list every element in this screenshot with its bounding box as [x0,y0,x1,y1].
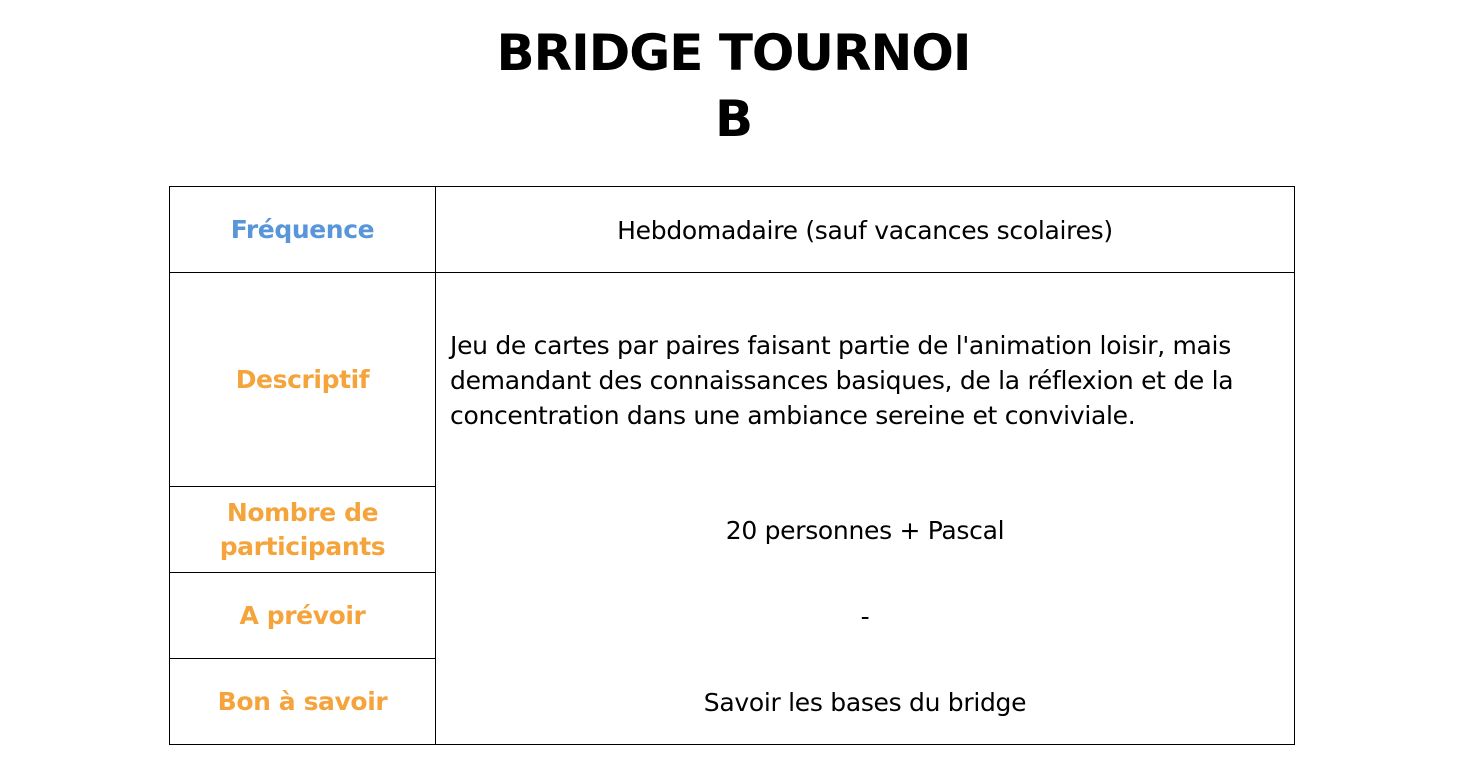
page-subtitle: B [714,90,753,148]
label-descriptif: Descriptif [235,365,370,394]
label-frequence: Fréquence [230,215,375,244]
value-a-prevoir: - [860,601,870,631]
value-descriptif: Jeu de cartes par paires faisant partie de l'animation loisir, mais demandant des connaissances basiques, de la réflexion et de la concentration dans une ambiance sereine et conviviale. [450,330,1234,430]
info-table [169,186,1295,745]
value-frequence: Hebdomadaire (sauf vacances scolaires) [617,215,1113,245]
label-participants: Nombre de participants [219,498,386,561]
label-bon-a-savoir: Bon à savoir [217,687,388,716]
value-bon-a-savoir: Savoir les bases du bridge [703,687,1027,717]
label-a-prevoir: A prévoir [239,601,366,630]
page-title: BRIDGE TOURNOI [496,24,971,82]
value-participants: 20 personnes + Pascal [725,515,1005,545]
